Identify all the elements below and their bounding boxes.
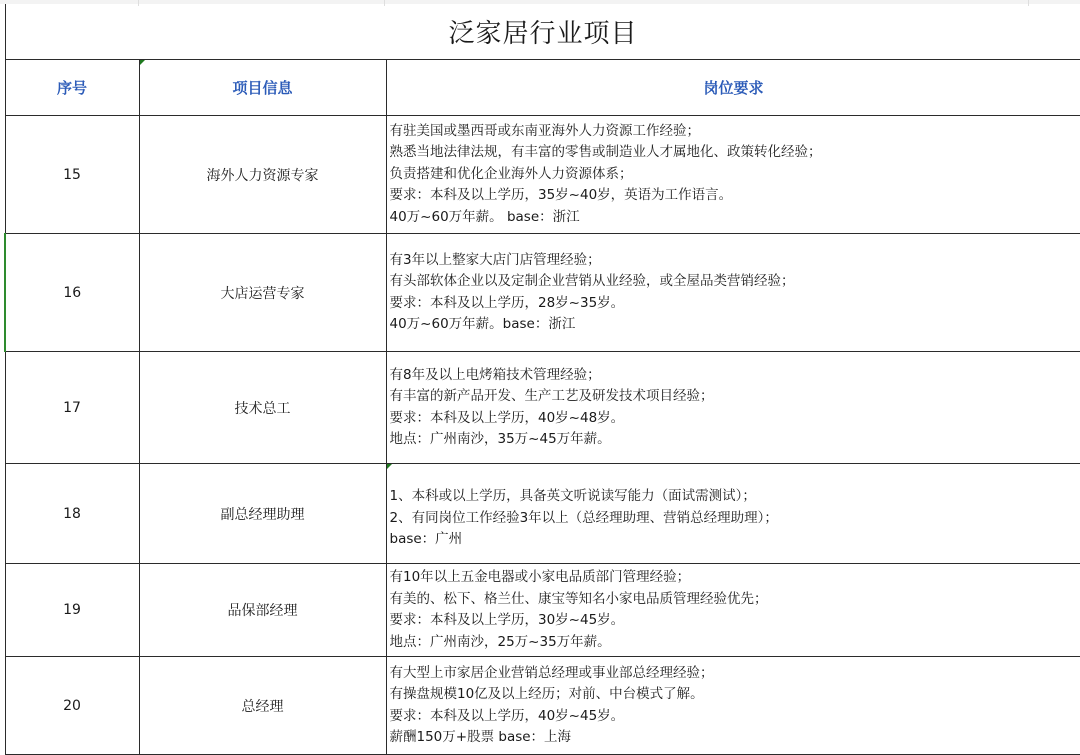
- requirement-line: 要求：本科及以上学历，40岁~45岁。: [390, 706, 1080, 728]
- job-table: [4, 4, 1080, 755]
- requirements-cell[interactable]: [386, 464, 1080, 564]
- requirement-line: 有操盘规模10亿及以上经历；对前、中台模式了解。: [390, 684, 1080, 706]
- requirement-line: 有10年以上五金电器或小家电品质部门管理经验；: [390, 567, 1080, 589]
- row-number[interactable]: 16: [5, 234, 139, 352]
- title-row: [5, 4, 1080, 60]
- requirement-line: 1、本科或以上学历，具备英文听说读写能力（面试需测试）；: [390, 486, 1080, 508]
- table-row: [5, 464, 1080, 564]
- requirement-line: base：广州: [390, 529, 1080, 551]
- requirement-line: 负责搭建和优化企业海外人力资源体系；: [390, 164, 1080, 186]
- requirement-line: 有8年及以上电烤箱技术管理经验；: [390, 365, 1080, 387]
- requirement-line: 要求：本科及以上学历，28岁~35岁。: [390, 293, 1080, 315]
- position-title[interactable]: 副总经理助理: [139, 464, 386, 564]
- requirement-line: 40万~60万年薪。 base：浙江: [390, 207, 1080, 229]
- requirement-line: 要求：本科及以上学历，30岁~45岁。: [390, 610, 1080, 632]
- header-info-label: 项目信息: [232, 79, 292, 97]
- requirements-cell[interactable]: [386, 564, 1080, 657]
- cell-comment-marker: [387, 464, 392, 469]
- row-number[interactable]: 17: [5, 352, 139, 464]
- table-row: [5, 234, 1080, 352]
- position-title[interactable]: 海外人力资源专家: [139, 116, 386, 234]
- row-number[interactable]: 20: [5, 657, 139, 755]
- requirement-line: 要求：本科及以上学历，40岁~48岁。: [390, 408, 1080, 430]
- header-row: [5, 60, 1080, 116]
- requirement-line: 薪酬150万+股票 base：上海: [390, 727, 1080, 749]
- position-title[interactable]: 总经理: [139, 657, 386, 755]
- position-title[interactable]: 品保部经理: [139, 564, 386, 657]
- table-row: [5, 564, 1080, 657]
- requirements-cell[interactable]: [386, 234, 1080, 352]
- row-number[interactable]: 19: [5, 564, 139, 657]
- requirement-line: 有头部软体企业以及定制企业营销从业经验，或全屋品类营销经验；: [390, 271, 1080, 293]
- requirement-line: 地点：广州南沙，25万~35万年薪。: [390, 632, 1080, 654]
- sheet-title[interactable]: 泛家居行业项目: [5, 4, 1080, 60]
- row-number[interactable]: 18: [5, 464, 139, 564]
- requirement-line: 有丰富的新产品开发、生产工艺及研发技术项目经验；: [390, 386, 1080, 408]
- header-info[interactable]: [139, 60, 386, 116]
- requirement-line: 要求：本科及以上学历，35岁~40岁，英语为工作语言。: [390, 185, 1080, 207]
- requirement-line: 熟悉当地法律法规，有丰富的零售或制造业人才属地化、政策转化经验；: [390, 142, 1080, 164]
- cell-comment-marker: [140, 60, 145, 65]
- requirement-line: 2、有同岗位工作经验3年以上（总经理助理、营销总经理助理）；: [390, 508, 1080, 530]
- requirements-cell[interactable]: [386, 352, 1080, 464]
- requirement-line: 40万~60万年薪。base：浙江: [390, 314, 1080, 336]
- header-num[interactable]: 序号: [5, 60, 139, 116]
- requirement-line: 地点：广州南沙，35万~45万年薪。: [390, 429, 1080, 451]
- position-title[interactable]: 大店运营专家: [139, 234, 386, 352]
- header-req[interactable]: 岗位要求: [386, 60, 1080, 116]
- table-row: [5, 657, 1080, 755]
- requirement-line: 有大型上市家居企业营销总经理或事业部总经理经验；: [390, 663, 1080, 685]
- table-row: [5, 116, 1080, 234]
- row-number[interactable]: 15: [5, 116, 139, 234]
- requirements-cell[interactable]: [386, 657, 1080, 755]
- table-row: [5, 352, 1080, 464]
- requirements-cell[interactable]: [386, 116, 1080, 234]
- position-title[interactable]: 技术总工: [139, 352, 386, 464]
- requirement-line: 有3年以上整家大店门店管理经验；: [390, 250, 1080, 272]
- requirement-line: 有美的、松下、格兰仕、康宝等知名小家电品质管理经验优先；: [390, 589, 1080, 611]
- requirement-line: 有驻美国或墨西哥或东南亚海外人力资源工作经验；: [390, 121, 1080, 143]
